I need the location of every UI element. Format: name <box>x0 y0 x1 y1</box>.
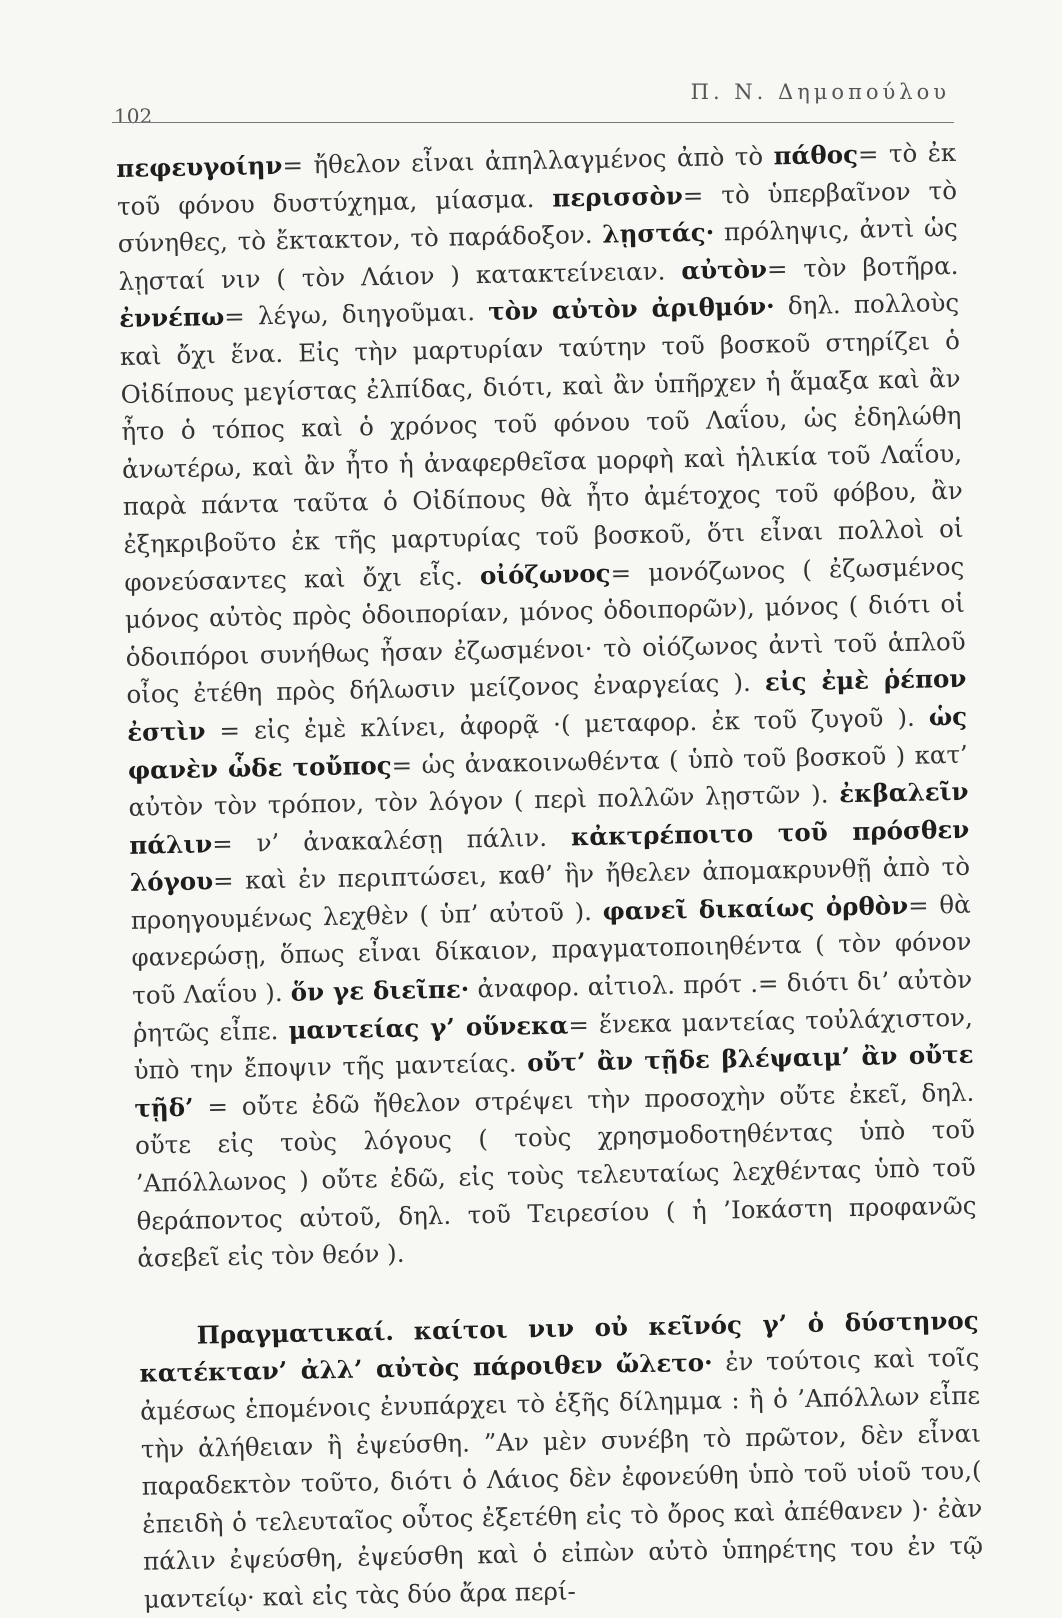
commentary-text: ἐν τούτοις καὶ τοῖς ἀμέσως ἑπομένοις ἐνυπάρχει τὸ ἑξῆς δίλημμα : ἢ ὁ ’Απόλλων εἶπε τὴν ἀλήθειαν ἢ ἐψεύσθη. ”Αν μὲν συνέβη τὸ πρῶτον, δὲν εἶναι παραδεκτὸν τοῦτο, διότι ὁ Λάιος δὲν ἐφονεύθη ὑπὸ τοῦ υἱοῦ του,( ἐπειδὴ ὁ τελευταῖος οὗτος ἐξετέθη εἰς τὸ ὄρος καὶ ἀπέθανεν )· ἐὰν πάλιν ἐψεύσθη, ἐψεύσθη καὶ ὁ εἰπὼν αὐτὸ ὑπηρέτης του ἐν τῷ μαντείῳ· καὶ εἰς τὰς δύο ἄρα περί- <box>139 1343 984 1614</box>
commentary-text: = ν’ ἀνακαλέσῃ πάλιν. <box>211 822 572 858</box>
lemma-term: ὡς φανὲν ὧδε τοὔπος <box>127 701 968 785</box>
commentary-text: = οὔτε ἐδῶ ἤθελον στρέψει τὴν προσοχὴν οὔτε ἐκεῖ, δηλ. οὔτε εἰς τοὺς λόγους ( τοὺς χρησμοδοτηθέντας ὑπὸ τοῦ ’Απόλλωνος ) οὔτε ἐδῶ, εἰς τοὺς τελευταίως λεχθέντας ὑπὸ τοῦ θεράποντος αὐτοῦ, δηλ. τοῦ Τειρεσίου ( ἡ ’Ιοκάστη προφανῶς ἀσεβεῖ εἰς τὸν θεόν ). <box>134 1077 977 1274</box>
lemma-term: πάθος <box>773 139 859 171</box>
commentary-text: = ἤθελον εἶναι ἀπηλλαγμένος ἀπὸ τὸ <box>282 141 774 180</box>
lemma-term: λῃστάς· <box>602 217 715 249</box>
lemma-term: εἰς ἐμὲ ῥέπον ἐστὶν <box>126 664 967 747</box>
lemma-term: περισσὸν <box>552 180 684 213</box>
lemma-term: οὔτ’ ἂν τῇδε βλέψαιμ’ ἂν οὔτε τῇδ’ <box>134 1039 974 1123</box>
commentary-text: = θὰ φανερώσῃ, ὅπως εἶναι δίκαιον, πραγματοποιηθέντα ( τὸν φόνον τοῦ Λαΐου ). <box>131 889 972 1010</box>
commentary-text: ἀναφορ. αἰτιολ. πρότ .= διότι δι’ αὐτὸν ῥητῶς εἶπε. <box>132 964 973 1048</box>
lemma-term: καίτοι νιν οὐ κεῖνός γ’ ὁ δύστηνος κατέκταν’ ἀλλ’ αὐτὸς πάροιθεν ὤλετο· <box>139 1305 979 1389</box>
page-number: 102 <box>114 104 153 128</box>
running-title: Π. Ν. Δημοπούλου <box>690 80 950 104</box>
commentary-text: = καὶ ἐν περιπτώσει, καθ’ ἣν ἤθελεν ἀπομακρυνθῇ ἀπὸ τὸ προηγουμένως λεχθὲν ( ὑπ’ αὐτοῦ ). <box>130 852 971 935</box>
commentary-paragraph <box>116 134 977 1278</box>
commentary-text: = τὸν βοτῆρα. <box>766 250 959 284</box>
commentary-text: = εἰς ἐμὲ κλίνει, ἀφορᾷ ·( μεταφορ. ἐκ τοῦ ζυγοῦ ). <box>205 702 930 746</box>
lemma-term: ἐκβαλεῖν πάλιν <box>129 776 969 860</box>
commentary-text: πρόληψις, ἀντὶ ὡς λῃσταί νιν ( τὸν Λάιον ) κατακτείνειαν. <box>118 213 958 296</box>
lemma-term: ὅν γε διεῖπε· <box>290 974 470 1007</box>
commentary-text: = τὸ ὑπερβαῖνον τὸ σύνηθες, τὸ ἔκτακτον, τὸ παράδοξον. <box>117 175 958 259</box>
commentary-text: = ἕνεκα μαντείας τοὐλάχιστον, ὑπὸ την ἔποψιν τῆς μαντείας. <box>133 1002 974 1086</box>
lemma-term: αὐτὸν <box>680 254 768 285</box>
body-text <box>116 134 984 1618</box>
commentary-text <box>394 1316 414 1345</box>
lemma-term: τὸν αὐτὸν ἀριθμόν· <box>487 291 775 327</box>
commentary-text: = λέγω, διηγοῦμαι. <box>223 297 489 332</box>
commentary-text: = ὡς ἀνακοινωθέντα ( ὑπὸ τοῦ βοσκοῦ ) κατ’ αὐτὸν τὸν τρόπον, τὸν λόγον ( περὶ πολλῶν λῃστῶν ). <box>128 739 969 822</box>
commentary-text: = τὸ ἐκ τοῦ φόνου δυστύχημα, μίασμα. <box>116 137 957 221</box>
header-rule <box>112 122 954 123</box>
commentary-text: = μονόζωνος ( ἐζωσμένος μόνος αὐτὸς πρὸς ὁδοιπορίαν, μόνος ὁδοιπορῶν), μόνος ( διότι οἱ ὁδοιπόροι συνήθως ἦσαν ἐζωσμένοι· τὸ οἰόζωνος ἀντὶ τοῦ ἁπλοῦ οἶος ἐτέθη πρὸς δήλωσιν μείζονος ἐναργείας ). <box>124 551 966 710</box>
factual-notes-paragraph <box>138 1301 984 1618</box>
lemma-term: μαντείας γ’ οὕνεκα <box>288 1010 569 1045</box>
lemma-term: οἰόζωνος <box>479 558 611 590</box>
commentary-text: δηλ. πολλοὺς καὶ ὄχι ἕνα. Εἰς τὴν μαρτυρίαν ταύτην τοῦ βοσκοῦ στηρίζει ὁ Οἰδίπους μεγίστας ἐλπίδας, διότι, καὶ ἂν ὑπῆρχεν ἡ ἅμαξα καὶ ἂν ἦτο ὁ τόπος καὶ ὁ χρόνος τοῦ φόνου τοῦ Λαΐου, ὡς ἐδηλώθη ἀνωτέρω, καὶ ἂν ἦτο ἡ ἀναφερθεῖσα μορφὴ καὶ ἡλικία τοῦ Λαΐου, παρὰ πάντα ταῦτα ὁ Οἰδίπους θὰ ἦτο ἀμέτοχος τοῦ φόβου, ἂν ἐξηκριβοῦτο ἐκ τῆς μαρτυρίας τοῦ βοσκοῦ, ὅτι εἶναι πολλοὶ οἱ φονεύσαντες καὶ ὄχι εἷς. <box>119 288 964 597</box>
lemma-term: πεφευγοίην <box>116 150 283 183</box>
lemma-term: κἀκτρέποιτο τοῦ πρόσθεν λόγου <box>129 814 970 898</box>
lemma-term: φανεῖ δικαίως ὀρθὸν <box>602 890 909 926</box>
lemma-term: ἐννέπω <box>118 302 225 334</box>
lemma-term: Πραγματικαί. <box>196 1316 395 1350</box>
